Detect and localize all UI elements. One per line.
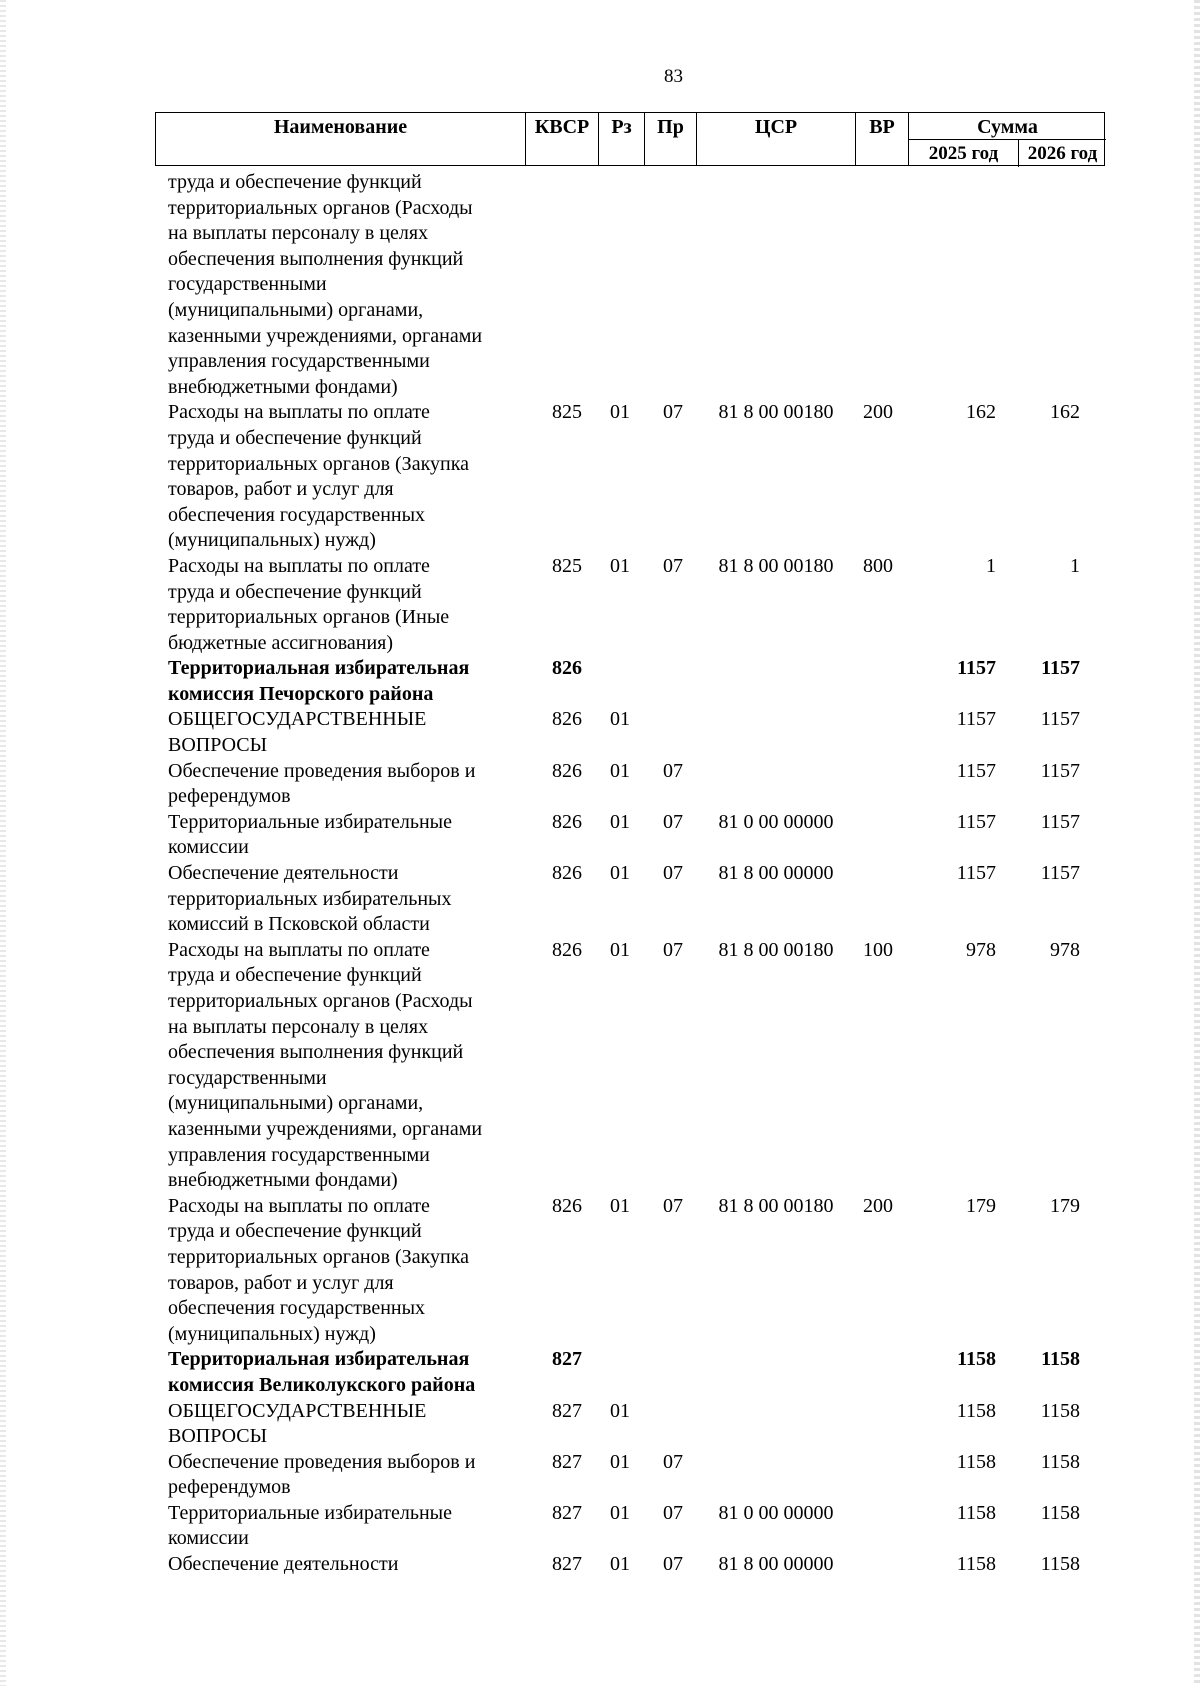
- row-y2025: 978: [966, 938, 996, 961]
- row-y2025: 1158: [956, 1450, 996, 1473]
- row-kvsr: 826: [552, 657, 582, 680]
- row-rz: 01: [610, 1450, 630, 1473]
- row-y2026: 1157: [1040, 810, 1080, 833]
- row-csr: 81 0 00 00000: [718, 810, 834, 833]
- row-y2025: 1: [986, 554, 996, 577]
- header-pr: Пр: [645, 113, 697, 165]
- row-pr: 07: [663, 1450, 683, 1473]
- row-pr: 07: [663, 810, 683, 833]
- row-kvsr: 826: [552, 938, 582, 961]
- row-y2025: 179: [966, 1194, 996, 1217]
- row-y2026: 978: [1050, 938, 1080, 961]
- row-rz: 01: [610, 554, 630, 577]
- row-name: Расходы на выплаты по оплате труда и обеспечение функций территориальных органов (Закупка товаров, работ и услуг для обеспечения государственных (муниципальных) нужд): [168, 401, 470, 552]
- row-rz: 01: [610, 810, 630, 833]
- row-kvsr: 826: [552, 759, 582, 782]
- row-pr: 07: [663, 862, 683, 885]
- row-y2025: 1158: [956, 1399, 996, 1422]
- scan-right-edge: [1194, 0, 1200, 1686]
- row-kvsr: 827: [552, 1501, 582, 1524]
- row-csr: 81 8 00 00180: [718, 401, 834, 424]
- row-pr: 07: [663, 1194, 683, 1217]
- row-pr: 07: [663, 401, 683, 424]
- row-csr: 81 8 00 00000: [718, 1553, 834, 1576]
- table-row: [155, 170, 1105, 400]
- table-row: [155, 1399, 1105, 1450]
- table-row: [155, 810, 1105, 861]
- row-y2025: 1158: [956, 1553, 996, 1576]
- table-row: [155, 1194, 1105, 1348]
- row-pr: 07: [663, 554, 683, 577]
- row-y2025: 1157: [956, 810, 996, 833]
- row-rz: 01: [610, 401, 630, 424]
- row-y2025: 1157: [956, 708, 996, 731]
- row-kvsr: 826: [552, 862, 582, 885]
- row-y2026: 1158: [1040, 1399, 1080, 1422]
- header-year-2026: 2026 год: [1027, 143, 1098, 164]
- row-name: Территориальные избирательные комиссии: [168, 1501, 452, 1550]
- table-row: [155, 554, 1105, 656]
- row-csr: 81 8 00 00180: [718, 938, 834, 961]
- row-name: Расходы на выплаты по оплате труда и обеспечение функций территориальных органов (Расходы на выплаты персоналу в целях обеспечения выполнения функций государственными (муниципальными) органами, казенными учреждениями, органами управления государственными внебюджетными фондами): [168, 938, 483, 1192]
- row-name: Расходы на выплаты по оплате труда и обеспечение функций территориальных органов (Закупка товаров, работ и услуг для обеспечения государственных (муниципальных) нужд): [168, 1194, 470, 1345]
- row-kvsr: 827: [552, 1348, 582, 1371]
- row-rz: 01: [610, 862, 630, 885]
- table-row: [155, 861, 1105, 938]
- row-y2026: 1157: [1040, 862, 1080, 885]
- header-rz: Рз: [599, 113, 645, 165]
- table-row: [155, 1501, 1105, 1552]
- row-rz: 01: [610, 1399, 630, 1422]
- row-name: Обеспечение деятельности: [168, 1553, 399, 1576]
- table-row: [155, 707, 1105, 758]
- row-rz: 01: [610, 938, 630, 961]
- table-header: [155, 112, 1105, 166]
- row-csr: 81 8 00 00180: [718, 554, 834, 577]
- row-y2025: 1158: [957, 1348, 996, 1371]
- row-y2026: 1157: [1041, 657, 1080, 680]
- row-kvsr: 825: [552, 554, 582, 577]
- header-name: Наименование: [156, 113, 526, 165]
- row-rz: 01: [610, 1194, 630, 1217]
- table-row: [155, 656, 1105, 707]
- header-vr: ВР: [856, 113, 909, 165]
- row-y2025: 1157: [956, 862, 996, 885]
- row-kvsr: 827: [552, 1399, 582, 1422]
- row-y2026: 1157: [1040, 708, 1080, 731]
- row-name: Территориальная избирательная комиссия Печорского района: [168, 657, 470, 705]
- header-kvsr: КВСР: [526, 113, 599, 165]
- row-vr: 200: [863, 401, 893, 424]
- row-vr: 800: [863, 554, 893, 577]
- table-row: [155, 1347, 1105, 1398]
- row-rz: 01: [610, 759, 630, 782]
- row-y2026: 1158: [1040, 1450, 1080, 1473]
- row-kvsr: 826: [552, 708, 582, 731]
- row-pr: 07: [663, 1501, 683, 1524]
- scan-left-edge: [0, 0, 6, 1686]
- row-kvsr: 827: [552, 1450, 582, 1473]
- row-y2026: 1158: [1041, 1348, 1080, 1371]
- row-name: Территориальная избирательная комиссия Великолукского района: [168, 1348, 476, 1396]
- row-kvsr: 826: [552, 810, 582, 833]
- row-name: Обеспечение проведения выборов и референдумов: [168, 1450, 476, 1499]
- row-y2025: 1157: [957, 657, 996, 680]
- row-y2025: 1157: [956, 759, 996, 782]
- table-row: [155, 759, 1105, 810]
- row-pr: 07: [663, 1553, 683, 1576]
- row-csr: 81 8 00 00000: [718, 862, 834, 885]
- table-row: [155, 1450, 1105, 1501]
- row-kvsr: 826: [552, 1194, 582, 1217]
- header-year-2025: 2025 год: [909, 140, 1019, 167]
- table-body: [155, 170, 1105, 1578]
- row-rz: 01: [610, 1501, 630, 1524]
- table-row: [155, 1552, 1105, 1578]
- row-vr: 100: [863, 938, 893, 961]
- row-y2026: 1157: [1040, 759, 1080, 782]
- row-pr: 07: [663, 759, 683, 782]
- table-row: [155, 400, 1105, 554]
- row-kvsr: 827: [552, 1553, 582, 1576]
- row-y2026: 1: [1070, 554, 1080, 577]
- row-csr: 81 0 00 00000: [718, 1501, 834, 1524]
- row-y2026: 1158: [1040, 1553, 1080, 1576]
- row-name: Расходы на выплаты по оплате труда и обеспечение функций территориальных органов (Иные бюджетные ассигнования): [168, 554, 450, 654]
- header-csr: ЦСР: [697, 113, 856, 165]
- row-csr: 81 8 00 00180: [718, 1194, 834, 1217]
- row-y2026: 162: [1050, 401, 1080, 424]
- row-name: ОБЩЕГОСУДАРСТВЕННЫЕ ВОПРОСЫ: [168, 1399, 427, 1448]
- row-name: Территориальные избирательные комиссии: [168, 810, 452, 859]
- row-name: Обеспечение деятельности территориальных избирательных комиссий в Псковской области: [168, 862, 452, 936]
- row-name: Обеспечение проведения выборов и референдумов: [168, 759, 476, 808]
- page-number: 83: [664, 66, 683, 87]
- row-vr: 200: [863, 1194, 893, 1217]
- row-rz: 01: [610, 1553, 630, 1576]
- row-y2026: 1158: [1040, 1501, 1080, 1524]
- row-pr: 07: [663, 938, 683, 961]
- row-name: ОБЩЕГОСУДАРСТВЕННЫЕ ВОПРОСЫ: [168, 708, 427, 757]
- table-row: [155, 938, 1105, 1194]
- row-y2026: 179: [1050, 1194, 1080, 1217]
- row-y2025: 1158: [956, 1501, 996, 1524]
- row-kvsr: 825: [552, 401, 582, 424]
- row-name: труда и обеспечение функций территориальных органов (Расходы на выплаты персоналу в целях обеспечения выполнения функций государственными (муниципальными) органами, казенными учреждениями, органами управления государственными внебюджетными фондами): [168, 171, 483, 398]
- header-sum: Сумма: [909, 113, 1106, 140]
- row-y2025: 162: [966, 401, 996, 424]
- row-rz: 01: [610, 708, 630, 731]
